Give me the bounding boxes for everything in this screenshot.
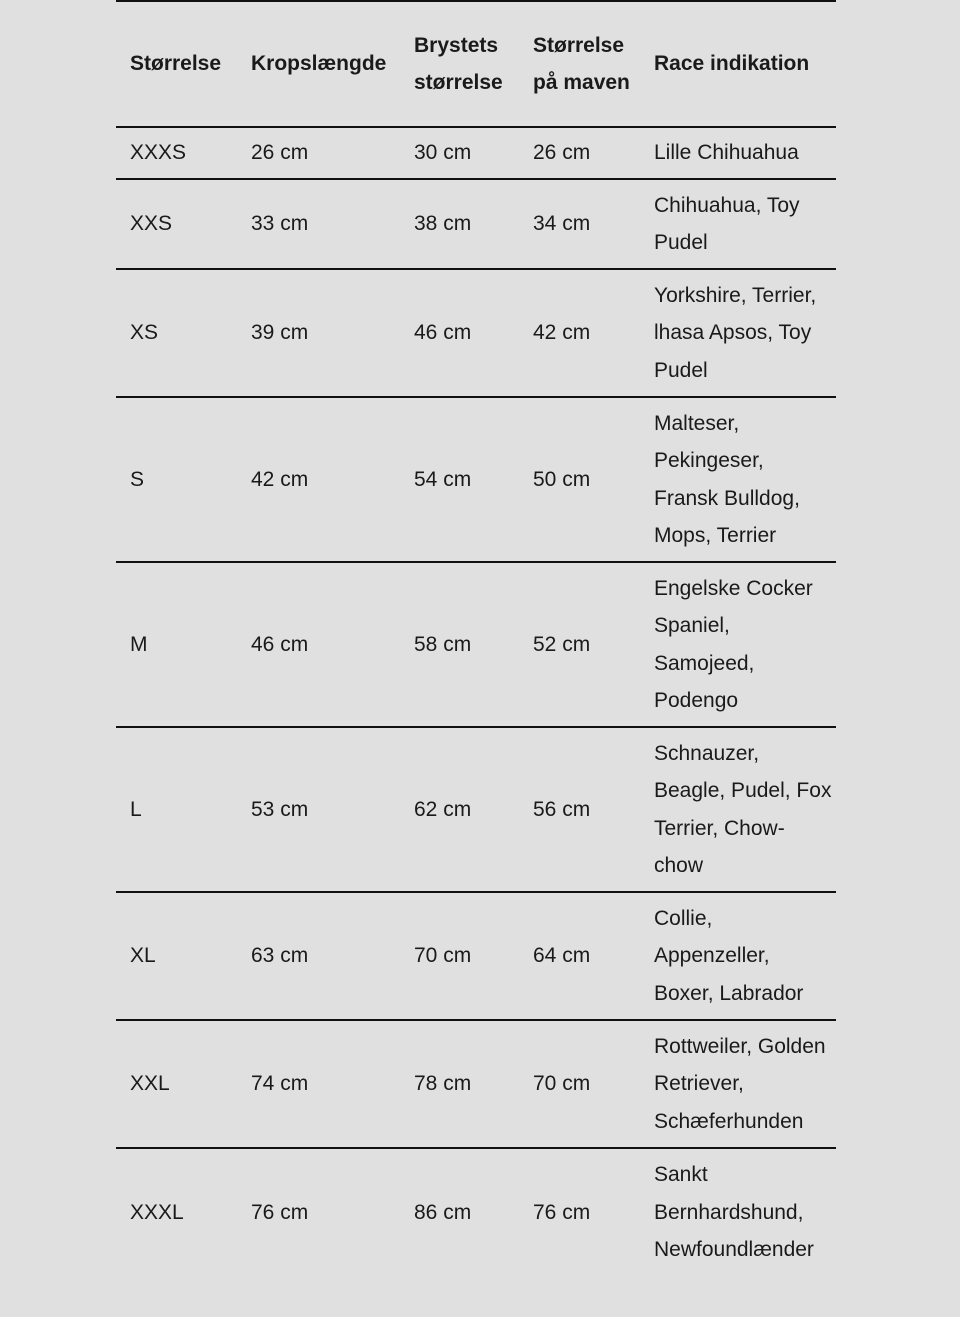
cell-belly-size: 26 cm [533, 141, 591, 165]
cell-body-length: 26 cm [251, 141, 309, 165]
table-body [116, 127, 836, 1276]
cell-body-length: 53 cm [251, 797, 309, 821]
cell-chest-size: 46 cm [414, 321, 472, 345]
cell-chest-size: 38 cm [414, 212, 472, 236]
cell-chest-size: 62 cm [414, 797, 472, 821]
cell-chest-size: 78 cm [414, 1072, 472, 1096]
cell-breed: Engelske Cocker Spaniel, Samojeed, Podengo [654, 576, 813, 712]
cell-belly-size: 34 cm [533, 212, 591, 236]
cell-breed: Rottweiler, Golden Retriever, Schæferhunden [654, 1034, 826, 1133]
cell-breed: Sankt Bernhardshund, Newfoundlænder [654, 1163, 814, 1262]
cell-size: XL [130, 944, 156, 968]
table-row [116, 397, 836, 562]
cell-body-length: 42 cm [251, 467, 309, 491]
cell-size: XS [130, 321, 159, 345]
cell-breed: Malteser, Pekingeser, Fransk Bulldog, Mops, Terrier [654, 411, 800, 547]
cell-body-length: 63 cm [251, 944, 309, 968]
cell-chest-size: 30 cm [414, 141, 472, 165]
cell-breed: Collie, Appenzeller, Boxer, Labrador [654, 906, 804, 1005]
cell-belly-size: 52 cm [533, 632, 591, 656]
cell-size: S [130, 467, 145, 491]
table-header [116, 1, 836, 127]
cell-belly-size: 50 cm [533, 467, 591, 491]
cell-breed: Schnauzer, Beagle, Pudel, Fox Terrier, Chow-chow [654, 741, 832, 877]
cell-chest-size: 70 cm [414, 944, 472, 968]
cell-body-length: 76 cm [251, 1200, 309, 1224]
table-row [116, 562, 836, 727]
cell-size: L [130, 797, 142, 821]
cell-belly-size: 64 cm [533, 944, 591, 968]
cell-size: XXXS [130, 141, 187, 165]
header-row [116, 1, 836, 127]
cell-size: XXS [130, 212, 173, 236]
table-row [116, 1148, 836, 1276]
table-row [116, 179, 836, 269]
cell-chest-size: 58 cm [414, 632, 472, 656]
header-chest-size: Brystets størrelse [414, 33, 503, 94]
cell-belly-size: 70 cm [533, 1072, 591, 1096]
table-row [116, 269, 836, 397]
cell-belly-size: 76 cm [533, 1200, 591, 1224]
cell-body-length: 46 cm [251, 632, 309, 656]
header-belly-size: Størrelse på maven [533, 33, 630, 94]
cell-size: XXL [130, 1072, 170, 1096]
cell-body-length: 74 cm [251, 1072, 309, 1096]
header-breed-indication: Race indikation [654, 52, 810, 76]
table-row [116, 727, 836, 892]
table-row [116, 1020, 836, 1148]
cell-chest-size: 54 cm [414, 467, 472, 491]
cell-body-length: 33 cm [251, 212, 309, 236]
size-table [116, 0, 836, 1276]
size-table-container [116, 0, 836, 1276]
cell-belly-size: 42 cm [533, 321, 591, 345]
header-body-length: Kropslængde [251, 52, 387, 76]
table-row [116, 127, 836, 179]
cell-chest-size: 86 cm [414, 1200, 472, 1224]
cell-breed: Lille Chihuahua [654, 141, 799, 165]
cell-breed: Chihuahua, Toy Pudel [654, 193, 800, 254]
cell-belly-size: 56 cm [533, 797, 591, 821]
cell-size: M [130, 632, 148, 656]
table-row [116, 892, 836, 1020]
cell-body-length: 39 cm [251, 321, 309, 345]
cell-breed: Yorkshire, Terrier, lhasa Apsos, Toy Pudel [654, 283, 817, 382]
cell-size: XXXL [130, 1200, 184, 1224]
header-size: Størrelse [130, 52, 222, 76]
